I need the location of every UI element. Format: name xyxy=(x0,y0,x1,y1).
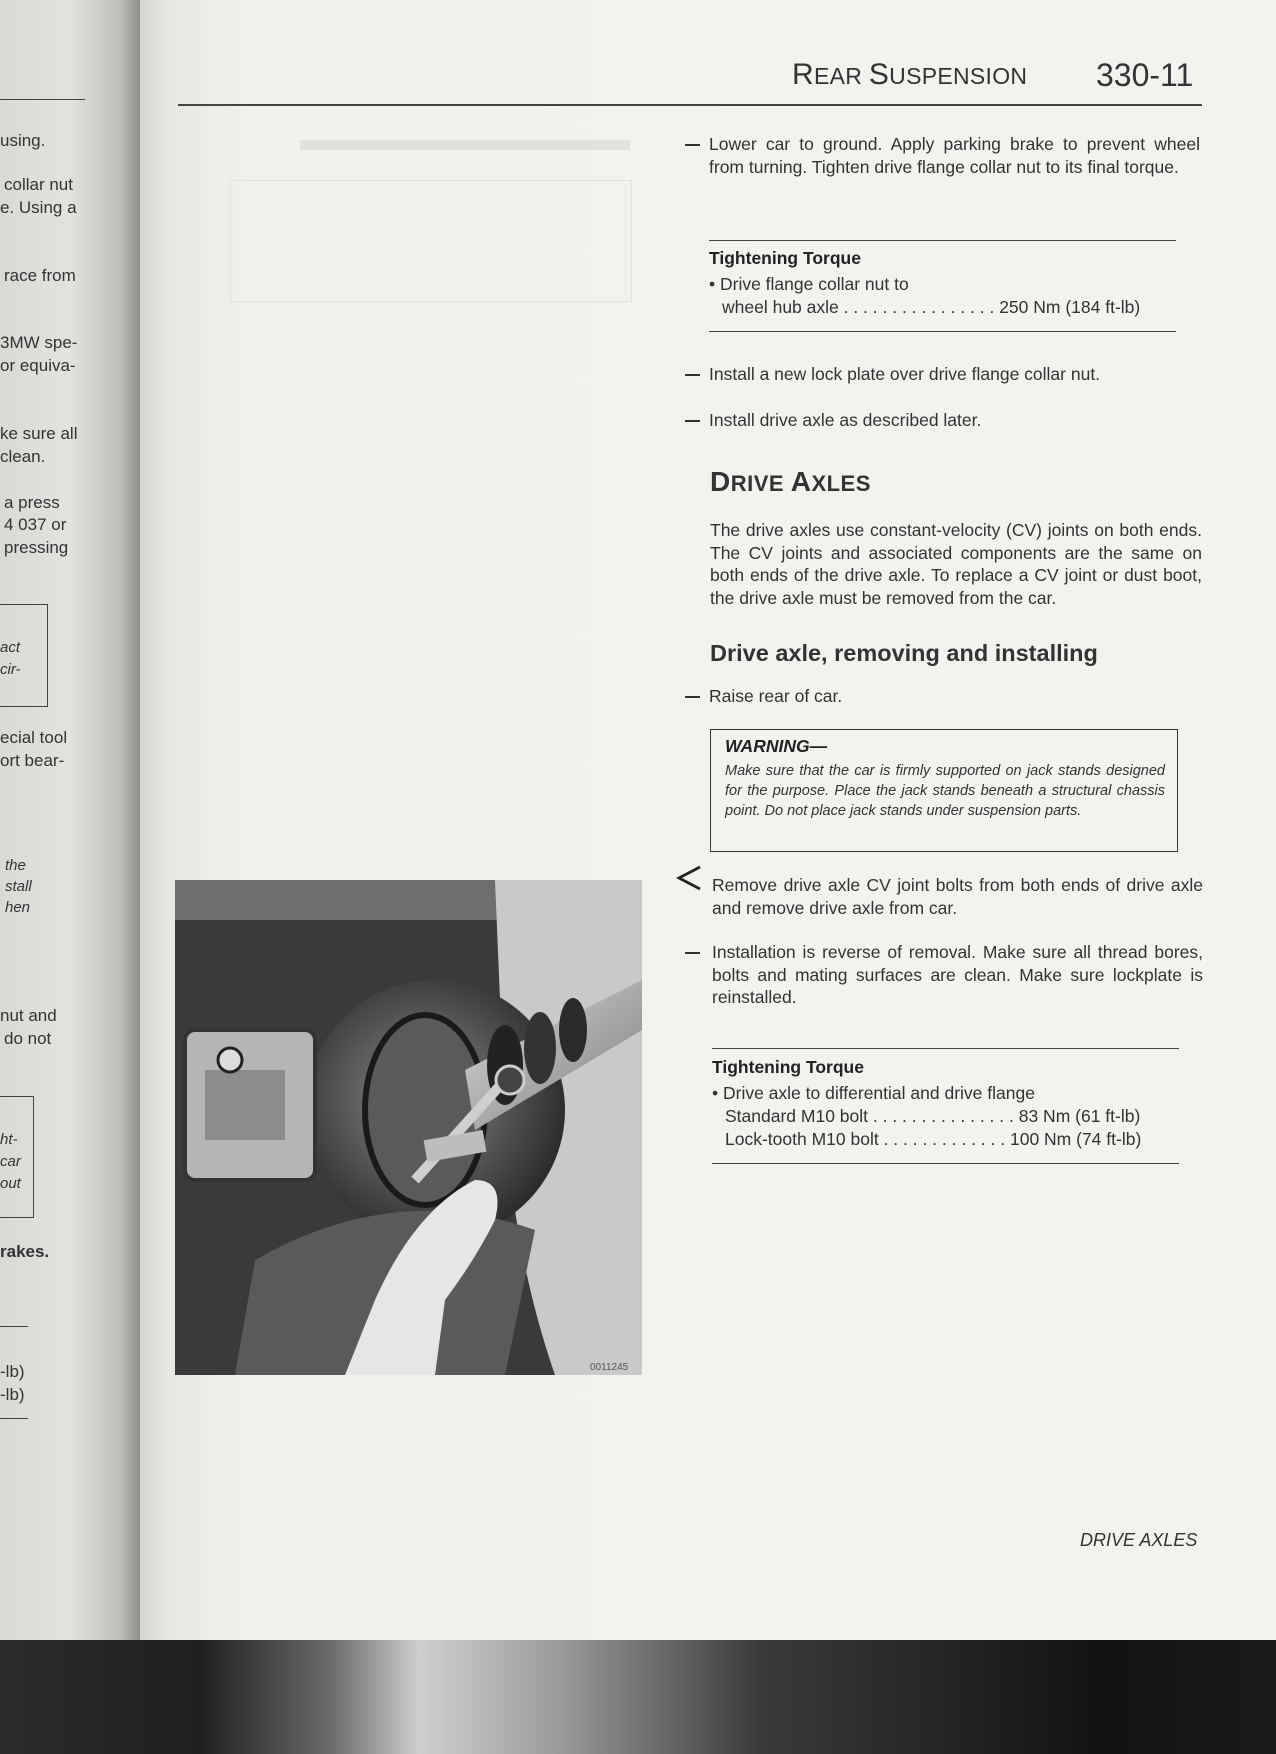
torque-title: Tightening Torque xyxy=(712,1057,864,1077)
step-text: Installation is reverse of removal. Make sure all thread bores, bolts and mating surfaces are clean. Make sure lockplate is reinstalled. xyxy=(712,942,1203,1007)
torque-rule-bottom xyxy=(712,1163,1179,1164)
left-fragment: nut and xyxy=(0,1006,57,1025)
left-fragment: or equiva- xyxy=(0,356,76,375)
left-fragment: out xyxy=(0,1175,21,1192)
step-dash xyxy=(685,420,700,422)
step-text: Remove drive axle CV joint bolts from both ends of drive axle and remove drive axle from car. xyxy=(712,875,1203,918)
left-fragment: act xyxy=(0,639,21,656)
torque-line: Lock-tooth M10 bolt . . . . . . . . . . . . . 100 Nm (74 ft-lb) xyxy=(725,1129,1142,1149)
left-rule xyxy=(0,1418,28,1419)
torque-line: • Drive axle to differential and drive flange xyxy=(712,1083,1035,1103)
left-fragment: a press xyxy=(4,493,60,512)
left-fragment: 3MW spe- xyxy=(0,333,78,352)
step-dash xyxy=(685,952,700,954)
bleed-through xyxy=(300,140,630,150)
left-fragment: -lb) xyxy=(0,1362,25,1381)
left-fragment: the xyxy=(5,857,26,874)
left-fragment: pressing xyxy=(4,538,69,557)
step-dash xyxy=(685,374,700,376)
left-fragment: clean. xyxy=(0,447,46,466)
left-fragment: hen xyxy=(5,899,31,916)
step-text: Install a new lock plate over drive flange collar nut. xyxy=(709,364,1101,384)
step-text: Raise rear of car. xyxy=(709,686,843,706)
left-fragment: ort bear- xyxy=(0,751,65,770)
left-fragment: 4 037 or xyxy=(4,515,67,534)
step-text: Install drive axle as described later. xyxy=(709,410,982,430)
torque-line: • Drive flange collar nut to xyxy=(709,274,909,294)
torque-rule-top xyxy=(712,1048,1179,1049)
left-rule xyxy=(0,1326,28,1327)
left-fragment: ecial tool xyxy=(0,728,68,747)
left-fragment: ht- xyxy=(0,1131,18,1148)
left-fragment: e. Using a xyxy=(0,198,77,217)
page-number: 330-11 xyxy=(1096,57,1194,93)
section-heading: DRIVE AXLES xyxy=(710,466,871,497)
left-fragment: race from xyxy=(4,266,76,285)
warning-title: WARNING— xyxy=(725,736,828,756)
photo-id: 0011245 xyxy=(590,1362,629,1373)
left-top-rule xyxy=(0,99,85,100)
left-fragment: do not xyxy=(4,1029,52,1048)
left-fragment: cir- xyxy=(0,661,21,678)
step-text: Lower car to ground. Apply parking brake to prevent wheel from turning. Tighten drive flange collar nut to its final torque. xyxy=(709,134,1200,177)
torque-line: wheel hub axle . . . . . . . . . . . . . . . . 250 Nm (184 ft-lb) xyxy=(722,297,1141,317)
torque-rule-top xyxy=(709,240,1176,241)
torque-line: Standard M10 bolt . . . . . . . . . . . . . . . 83 Nm (61 ft-lb) xyxy=(725,1106,1141,1126)
left-fragment: collar nut xyxy=(4,175,73,194)
left-fragment: car xyxy=(0,1153,21,1170)
left-fragment: ke sure all xyxy=(0,424,78,443)
left-fragment: stall xyxy=(5,878,32,895)
footer-section-label: DRIVE AXLES xyxy=(1080,1530,1198,1550)
arrow-pointer-icon xyxy=(676,864,702,892)
torque-rule-bottom xyxy=(709,331,1176,332)
drive-axle-photo xyxy=(175,880,642,1375)
bleed-through xyxy=(230,180,632,302)
left-fragment: rakes. xyxy=(0,1242,50,1261)
warning-box xyxy=(710,729,1178,852)
running-header-title: REAR SUSPENSION xyxy=(792,58,1028,91)
left-fragment: -lb) xyxy=(0,1385,25,1404)
left-fragment: using. xyxy=(0,131,46,150)
warning-text: Make sure that the car is firmly supported on jack stands designed for the purpose. Place the jack stands beneath a structural chassis point. Do not place jack stands under suspension parts. xyxy=(725,763,1165,819)
section-paragraph: The drive axles use constant-velocity (CV) joints on both ends. The CV joints and associated components are the same on both ends of the drive axle. To replace a CV joint or dust boot, the drive axle must be removed from the car. xyxy=(710,520,1202,608)
subheading: Drive axle, removing and installing xyxy=(710,640,1098,666)
step-dash xyxy=(685,696,700,698)
photo-illustration xyxy=(175,880,642,1375)
header-rule xyxy=(178,104,1202,106)
step-dash xyxy=(685,144,700,146)
torque-title: Tightening Torque xyxy=(709,248,861,268)
scan-background xyxy=(0,1640,1276,1754)
